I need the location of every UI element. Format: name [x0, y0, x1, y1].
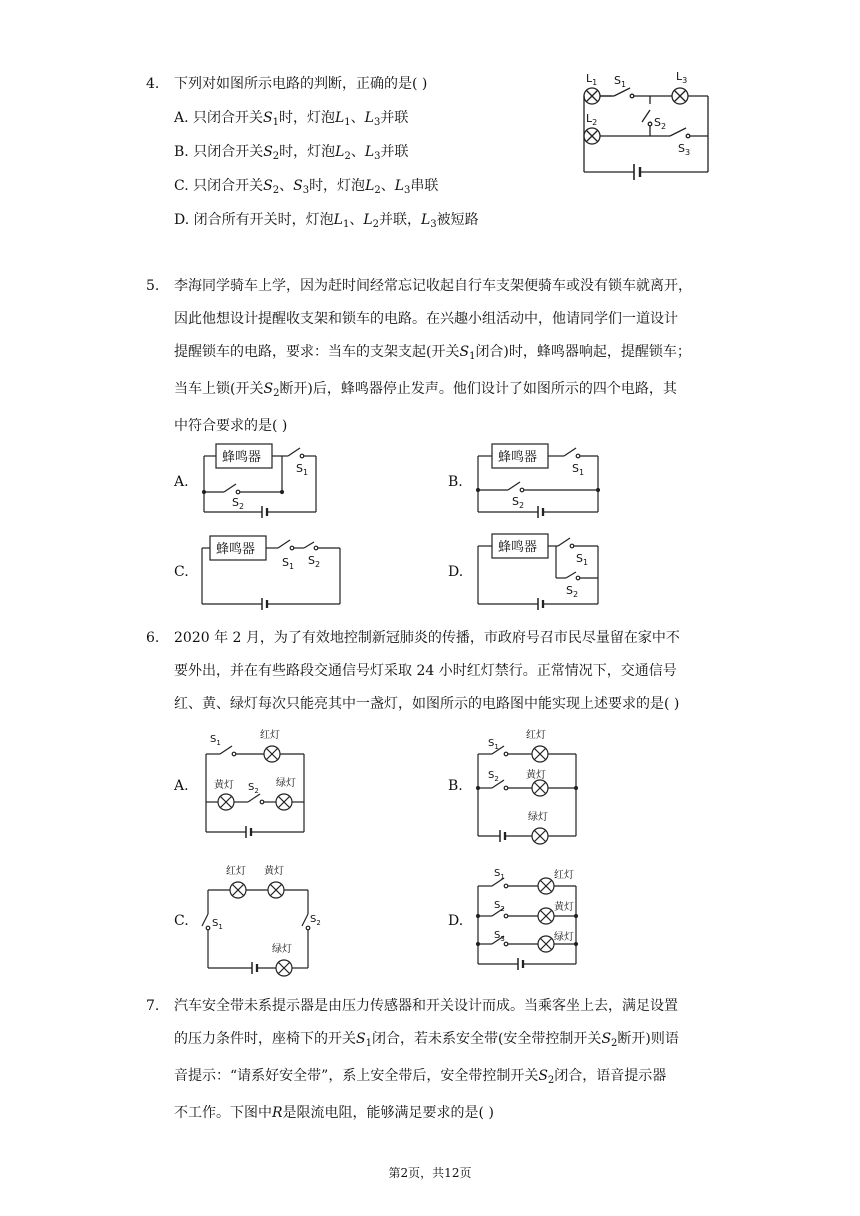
svg-text:S1: $S_1$ — [488, 738, 499, 751]
svg-text:红灯: 红灯 — [260, 730, 280, 741]
svg-text:S1: $S_1$ — [494, 868, 505, 881]
circuit-diagram-q6-c — [196, 860, 336, 980]
svg-text:L2: $L_2$ — [586, 112, 598, 127]
option-a[interactable]: A. 只闭合开关$S_1$时，灯泡$L_1$、$L_3$并联 — [174, 110, 409, 128]
question-number: 6. — [146, 630, 160, 646]
svg-text:S1: $S_1$ — [210, 734, 221, 747]
option-d[interactable]: D. — [448, 564, 464, 580]
svg-text:S1: $S_1$ — [296, 462, 309, 477]
svg-text:黄灯: 黄灯 — [554, 902, 574, 913]
svg-text:S2: $S_2$ — [512, 495, 525, 510]
question-stem: 2020 年 2 月，为了有效地控制新冠肺炎的传播，市政府号召市民尽量留在家中不 要外出，并在有些路段交通信号灯采取 24 小时红灯禁行。正常情况下，交通信号 红、黄、绿灯每次只能亮其中一盏灯，如图所示的电路图中能实现上述要求的是( ) — [174, 630, 680, 712]
svg-text:绿灯: 绿灯 — [528, 812, 548, 823]
svg-text:蜂鸣器: 蜂鸣器 — [222, 450, 262, 465]
option-b[interactable]: B. — [448, 778, 463, 794]
question-stem: 下列对如图所示电路的判断，正确的是( ) — [174, 76, 428, 92]
svg-text:S1: $S_1$ — [212, 918, 223, 931]
svg-text:红灯: 红灯 — [554, 870, 574, 881]
option-c[interactable]: C. — [174, 564, 189, 580]
question-stem: 汽车安全带未系提示器是由压力传感器和开关设计而成。当乘客坐上去，满足设置 的压力条件时，座椅下的开关$S_1$闭合，若未系安全带(安全带控制开关$S_2$断开)则语 音提示：“请系好安全带”，系上安全带后，安全带控制开关$S_2$闭合，语音提示器 不工作。下图中R是限流电阻，能够满足要求的是( ) — [174, 998, 679, 1121]
svg-text:S1: $S_1$ — [614, 74, 627, 89]
circuit-diagram-q4 — [552, 60, 722, 190]
svg-text:红灯: 红灯 — [526, 730, 546, 741]
option-c[interactable]: C. — [174, 913, 189, 929]
svg-text:S1: $S_1$ — [576, 552, 589, 567]
question-number: 4. — [146, 76, 160, 92]
circuit-diagram-q6-d — [472, 860, 592, 976]
svg-text:S1: $S_1$ — [572, 462, 585, 477]
svg-text:S2: $S_2$ — [308, 554, 321, 569]
svg-text:S1: $S_1$ — [282, 556, 295, 571]
page-footer: 第2页，共12页 — [388, 1166, 472, 1180]
circuit-diagram-q5-a — [196, 436, 336, 524]
circuit-diagram-q6-b — [472, 724, 592, 852]
svg-text:蜂鸣器: 蜂鸣器 — [216, 542, 256, 557]
option-a[interactable]: A. — [174, 778, 189, 794]
circuit-diagram-q5-d — [472, 528, 612, 612]
option-b[interactable]: B. — [448, 474, 463, 490]
svg-text:S2: $S_2$ — [494, 900, 505, 913]
svg-text:S2: $S_2$ — [248, 782, 259, 795]
svg-text:S2: $S_2$ — [310, 914, 321, 927]
svg-text:蜂鸣器: 蜂鸣器 — [498, 450, 538, 465]
svg-text:黄灯: 黄灯 — [526, 770, 546, 781]
svg-text:S2: $S_2$ — [488, 770, 499, 783]
svg-text:S3: $S_3$ — [494, 930, 505, 943]
circuit-diagram-q5-b — [472, 436, 612, 524]
svg-text:S3: $S_3$ — [678, 142, 691, 157]
svg-text:绿灯: 绿灯 — [554, 932, 574, 943]
circuit-diagram-q5-c — [196, 528, 346, 612]
svg-text:蜂鸣器: 蜂鸣器 — [498, 540, 538, 555]
option-b[interactable]: B. 只闭合开关$S_2$时，灯泡$L_2$、$L_3$并联 — [174, 144, 409, 162]
svg-text:L1: $L_1$ — [586, 72, 598, 87]
svg-text:黄灯: 黄灯 — [214, 780, 234, 791]
svg-text:绿灯: 绿灯 — [276, 778, 296, 789]
svg-text:L3: $L_3$ — [676, 70, 688, 85]
option-d[interactable]: D. — [448, 913, 464, 929]
svg-text:红灯: 红灯 — [226, 866, 246, 877]
svg-text:黄灯: 黄灯 — [264, 866, 284, 877]
option-a[interactable]: A. — [174, 474, 189, 490]
option-d[interactable]: D. 闭合所有开关时，灯泡$L_1$、$L_2$并联，$L_3$被短路 — [174, 212, 479, 230]
circuit-diagram-q6-a — [196, 724, 316, 844]
question-stem: 李海同学骑车上学，因为赶时间经常忘记收起自行车支架便骑车或没有锁车就离开， 因此他想设计提醒收支架和锁车的电路。在兴趣小组活动中，他请同学们一道设计 提醒锁车的电路，要求：当车的支架支起(开关$S_1$闭合)时，蜂鸣器响起，提醒锁车； 当车上锁(开关$S_2$断开)后，蜂鸣器停止发声。他们设计了如图所示的四个电路，其 中符合要求的是( ) — [174, 278, 692, 434]
question-number: 7. — [146, 998, 160, 1014]
option-c[interactable]: C. 只闭合开关$S_2$、$S_3$时，灯泡$L_2$、$L_3$串联 — [174, 178, 439, 196]
svg-text:S2: $S_2$ — [232, 496, 245, 511]
question-number: 5. — [146, 278, 160, 294]
svg-text:S2: $S_2$ — [566, 584, 579, 599]
svg-text:绿灯: 绿灯 — [272, 944, 292, 955]
svg-text:S2: $S_2$ — [654, 116, 667, 131]
